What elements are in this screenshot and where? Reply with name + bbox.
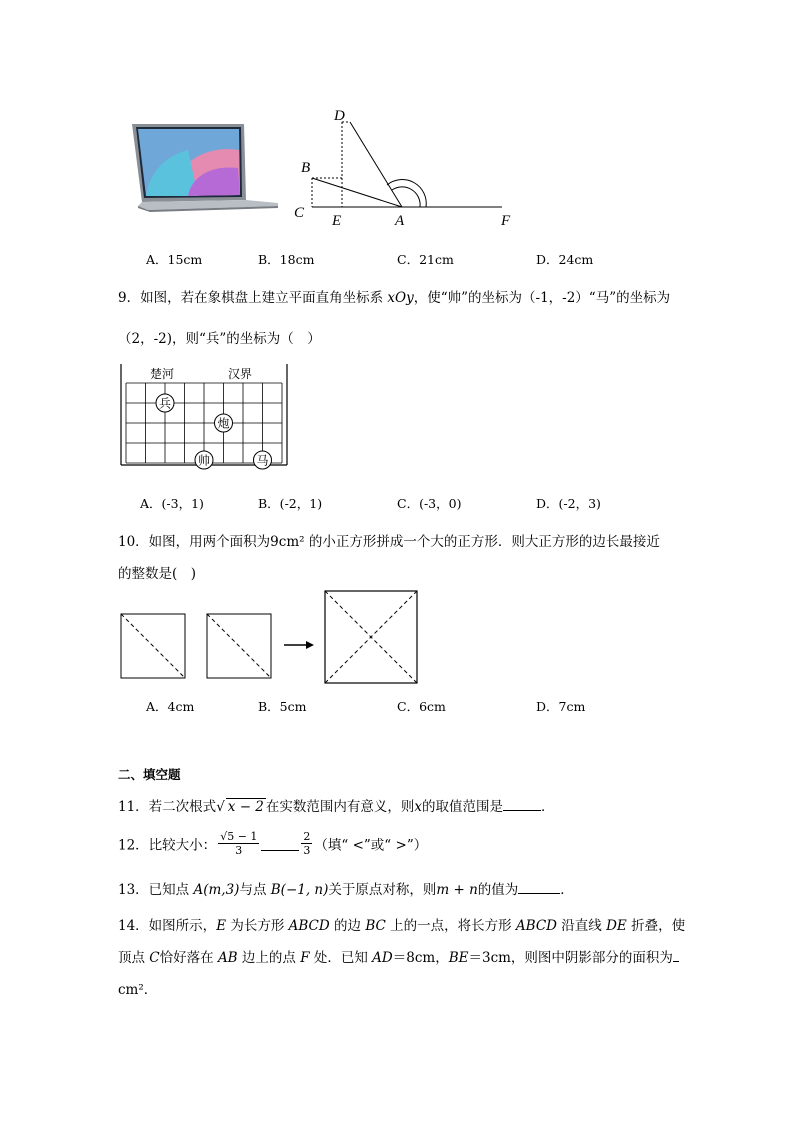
q14-l2-f: ＝3cm，则图中阴影部分的面积为 xyxy=(468,950,673,966)
piece-bing[interactable] xyxy=(156,394,174,412)
q11-answer-blank[interactable] xyxy=(503,797,541,811)
piece-shuai[interactable] xyxy=(195,451,213,469)
small-square-2 xyxy=(207,614,271,678)
piece-pao[interactable] xyxy=(215,414,233,432)
q13-answer-blank[interactable] xyxy=(518,880,560,894)
q14-l1-c: 的边 xyxy=(329,918,366,934)
q12-frac2-numerator: 2 xyxy=(303,830,311,843)
q14-l1-b: 为长方形 xyxy=(226,918,289,934)
q10-option-c[interactable]: C．6cm xyxy=(397,699,446,714)
q11-middle: 在实数范围内有意义，则 xyxy=(265,799,415,815)
line-AD xyxy=(350,122,402,207)
q10-line-1: 10．如图，用两个面积为9cm² 的小正方形拼成一个大的正方形．则大正方形的边长最接近 xyxy=(118,534,660,550)
piece-ma[interactable] xyxy=(254,451,272,469)
q14-l1-ABCD2: ABCD xyxy=(515,918,557,934)
q9-line-1 xyxy=(118,286,670,306)
label-C: C xyxy=(294,205,305,221)
q8-option-a[interactable]: A．15cm xyxy=(146,252,203,267)
q14-l1-E: E xyxy=(216,918,227,934)
q11-prefix: 11．若二次根式 xyxy=(118,799,217,815)
q13-mid2: 关于原点对称，则 xyxy=(328,882,437,898)
q14-answer-blank[interactable] xyxy=(673,948,679,962)
q11-var: x xyxy=(414,799,423,815)
q12-answer-blank[interactable] xyxy=(261,837,299,851)
piece-ma-label: 马 xyxy=(256,453,269,468)
q9-text-c: ，使“帅”的坐标为（-1，-2）“马”的坐标为 xyxy=(413,290,671,306)
q13-end: ． xyxy=(560,882,574,898)
q14-l1-DE: DE xyxy=(606,918,627,934)
q9-text-a: 9．如图，若在象棋盘上建立平面直角坐标系 xyxy=(118,290,388,306)
q13-point-a: A(m,3) xyxy=(193,882,240,898)
q12-frac1-numerator: √5 − 1 xyxy=(220,830,258,843)
piece-bing-label: 兵 xyxy=(159,396,172,411)
q9-text-d: （2，-2)，则“兵”的坐标为（ ） xyxy=(118,331,321,347)
q10-line-2: 的整数是( ) xyxy=(118,566,197,582)
q10-option-d[interactable]: D．7cm xyxy=(536,699,586,714)
piece-shuai-label: 帅 xyxy=(198,453,211,468)
label-han-jie: 汉界 xyxy=(228,367,253,381)
q13 xyxy=(118,878,574,898)
q14-l2-AD: AD xyxy=(372,950,393,966)
q14-l1-d: 上的一点，将长方形 xyxy=(385,918,516,934)
q8-option-b[interactable]: B．18cm xyxy=(258,252,315,267)
label-F: F xyxy=(501,213,511,229)
q14-l2-a: 顶点 xyxy=(118,950,150,966)
small-square-1 xyxy=(121,614,185,678)
q14-l1-f: 折叠，使 xyxy=(626,918,686,934)
line-AB xyxy=(312,178,402,207)
q14-line-3: cm²． xyxy=(118,982,158,998)
q13-point-b: B(−1, n) xyxy=(270,882,329,898)
laptop-figure xyxy=(128,120,280,212)
piece-pao-label: 炮 xyxy=(217,416,230,431)
q12-suffix: （填“ <”或“ >”） xyxy=(314,837,428,854)
q14-l2-c: 边上的点 xyxy=(237,950,301,966)
q9-line-2 xyxy=(118,327,321,347)
label-D: D xyxy=(334,108,345,124)
q14-l1-e: 沿直线 xyxy=(557,918,607,934)
laptop-icon xyxy=(132,124,278,212)
q14-l1-a: 14．如图所示， xyxy=(118,918,217,934)
q13-mid1: 与点 xyxy=(239,882,271,898)
q11-suffix: 的取值范围是 xyxy=(422,799,504,815)
label-E: E xyxy=(332,213,342,229)
q11-end: ． xyxy=(541,799,555,815)
q14-l2-BE: BE xyxy=(448,950,469,966)
large-square xyxy=(325,591,417,683)
q13-prefix: 13．已知点 xyxy=(118,882,194,898)
q14-line-1 xyxy=(118,914,685,934)
label-chu-he: 楚河 xyxy=(150,367,175,381)
q9-option-b[interactable]: B．(-2，1) xyxy=(258,496,323,511)
q14-l2-b: 恰好落在 xyxy=(159,950,218,966)
q9-option-d[interactable]: D．(-2，3) xyxy=(536,496,601,511)
q11-radicand: x − 2 xyxy=(227,799,264,815)
q14-l1-ABCD: ABCD xyxy=(288,918,330,934)
label-B: B xyxy=(301,160,311,176)
q12-frac2-denominator: 3 xyxy=(303,844,311,857)
q12-fraction-1 xyxy=(218,830,259,857)
right-arrow-icon xyxy=(284,641,314,649)
q11-sqrt-sign: √ xyxy=(216,799,225,815)
squares-figure xyxy=(118,588,423,684)
label-A: A xyxy=(395,213,405,229)
q11 xyxy=(118,795,555,815)
q12-frac1-denominator: 3 xyxy=(235,844,243,857)
q10-option-b[interactable]: B．5cm xyxy=(258,699,307,714)
q12-fraction-2 xyxy=(301,830,312,857)
chess-board-figure xyxy=(118,362,290,470)
q14-l2-F: F xyxy=(300,950,310,966)
q13-expr: m + n xyxy=(436,882,478,898)
q13-suffix: 的值为 xyxy=(477,882,519,898)
q8-option-d[interactable]: D．24cm xyxy=(536,252,594,267)
q14-l1-BC: BC xyxy=(365,918,386,934)
geometry-figure xyxy=(292,100,522,232)
q14-l2-C: C xyxy=(149,950,160,966)
q9-option-c[interactable]: C．(-3，0) xyxy=(397,496,462,511)
section-title-fill-in: 二、填空题 xyxy=(118,767,181,782)
q10-option-a[interactable]: A．4cm xyxy=(146,699,195,714)
q9-option-a[interactable]: A．(-3，1) xyxy=(140,496,204,511)
q12-prefix: 12．比较大小： xyxy=(118,837,217,854)
q12 xyxy=(118,830,427,857)
q9-coord-system: xOy xyxy=(387,290,414,306)
q14-l2-e: ＝8cm， xyxy=(392,950,449,966)
q8-option-c[interactable]: C．21cm xyxy=(397,252,454,267)
q14-l2-AB: AB xyxy=(217,950,238,966)
q14-line-2 xyxy=(118,946,679,966)
q14-l2-d: 处．已知 xyxy=(309,950,373,966)
